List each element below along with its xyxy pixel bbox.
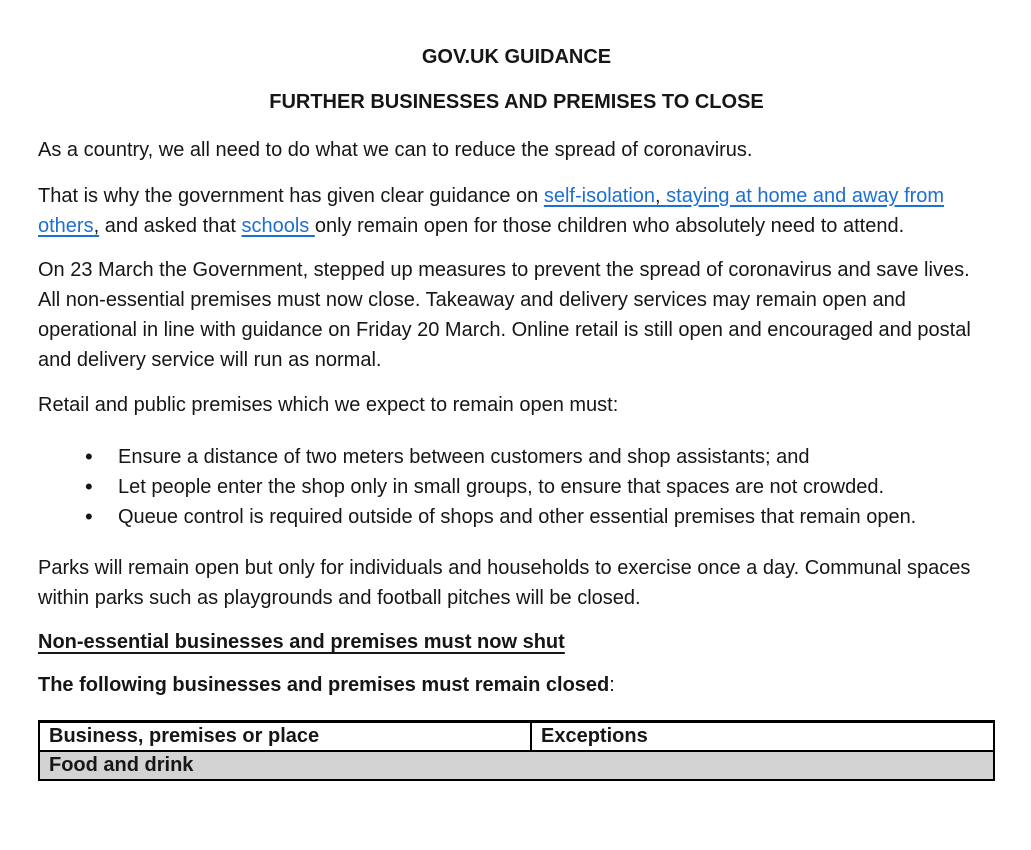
link-separator-comma: , (93, 215, 100, 237)
list-item-distance: • Ensure a distance of two meters between customers and shop assistants; and (118, 442, 995, 472)
table-header-exceptions: Exceptions (531, 722, 994, 752)
list-item-queue-control: • Queue control is required outside of shops and other essential premises that remain open. (118, 502, 995, 532)
guidance-paragraph (38, 181, 995, 241)
table-lead-text: The following businesses and premises must remain closed (38, 674, 610, 696)
self-isolation-link[interactable]: self-isolation (543, 185, 656, 207)
document-kicker: GOV.UK GUIDANCE (421, 46, 612, 68)
link-separator-comma: , (655, 185, 667, 207)
table-section-label: Food and drink (39, 751, 994, 780)
list-item-small-groups: • Let people enter the shop only in small groups, to ensure that spaces are not crowded. (118, 472, 995, 502)
table-lead-paragraph (38, 670, 995, 700)
staying-home-link[interactable]: staying at home and away from others (38, 185, 945, 237)
retail-lead-paragraph: Retail and public premises which we expect to remain open must: (38, 394, 619, 416)
table-header-business: Business, premises or place (39, 722, 531, 752)
schools-link[interactable]: schools (241, 215, 315, 237)
guidance-text-after: only remain open for those children who absolutely need to attend. (314, 215, 905, 237)
guidance-text-before: That is why the government has given clear guidance on (38, 185, 544, 207)
closures-table (38, 720, 995, 781)
table-header-row (39, 722, 994, 752)
guidance-text-mid: and asked that (99, 215, 242, 237)
parks-paragraph: Parks will remain open but only for individuals and households to exercise once a day. Communal spaces within parks such as playgrounds and football pitches will be closed. (38, 557, 971, 609)
measures-paragraph: On 23 March the Government, stepped up measures to prevent the spread of coronavirus and save lives. All non-essential premises must now close. Takeaway and delivery services may remain open and operational in line with guidance on Friday 20 March. Online retail is still open and encouraged and postal and delivery service will run as normal. (38, 259, 971, 371)
intro-paragraph: As a country, we all need to do what we can to reduce the spread of coronavirus. (38, 139, 753, 161)
document-title: FURTHER BUSINESSES AND PREMISES TO CLOSE (269, 91, 764, 113)
section-heading: Non-essential businesses and premises must now shut (38, 631, 565, 653)
retail-requirements-list (38, 442, 995, 532)
table-section-row-food-and-drink (39, 751, 994, 780)
table-lead-colon: : (609, 674, 615, 696)
